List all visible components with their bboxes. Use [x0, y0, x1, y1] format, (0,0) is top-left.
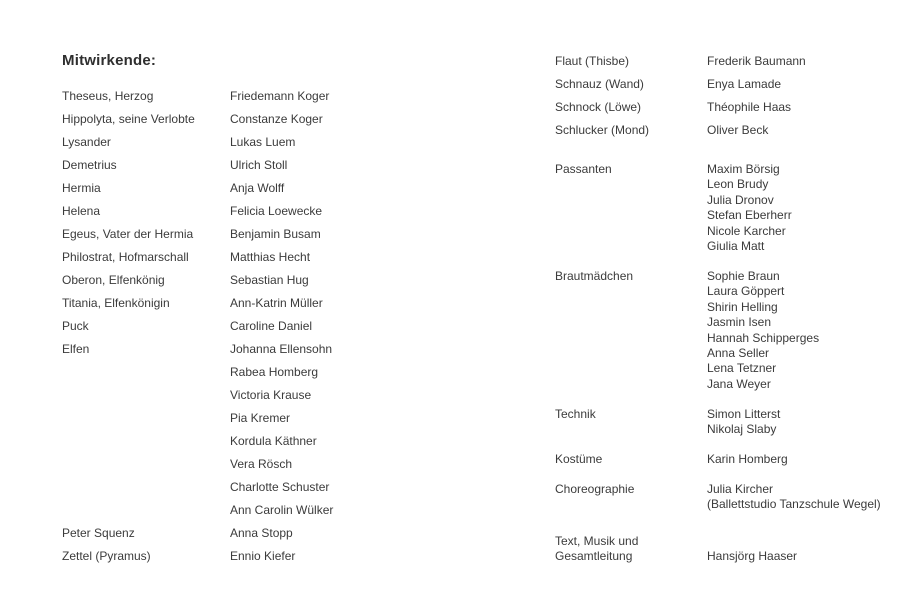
performer-name: Julia Kircher: [707, 482, 774, 496]
role-label: Philostrat, Hofmarschall: [62, 250, 189, 264]
cast-group-leitung: [555, 534, 900, 565]
role-label: Puck: [62, 319, 89, 333]
performer-name: Julia Dronov: [707, 192, 774, 207]
group-label-line2: Gesamtleitung: [555, 549, 633, 564]
cast-row: [62, 338, 492, 361]
performer-name-note: (Ballettstudio Tanzschule Wegel): [707, 497, 881, 512]
performer-name: Stefan Eberherr: [707, 208, 792, 223]
cast-row: [555, 73, 895, 96]
group-names: [707, 452, 900, 467]
cast-row: [62, 407, 492, 430]
cast-column-left: [62, 85, 492, 568]
cast-group-passanten: [555, 162, 900, 254]
cast-row: [62, 361, 492, 384]
performer-name: Théophile Haas: [707, 100, 792, 114]
page-title: Mitwirkende:: [62, 52, 157, 69]
role-label: Schnauz (Wand): [555, 77, 644, 91]
role-label: Peter Squenz: [62, 526, 135, 540]
role-label: Elfen: [62, 342, 90, 356]
role-label: Helena: [62, 204, 101, 218]
cast-row: [62, 315, 492, 338]
cast-row: [555, 96, 895, 119]
performer-name: Simon Litterst: [707, 407, 781, 421]
performer-name: Ennio Kiefer: [230, 549, 296, 563]
performer-name: Anja Wolff: [230, 181, 285, 195]
performer-name: Vera Rösch: [230, 457, 293, 471]
cast-row: [62, 108, 492, 131]
role-label: Zettel (Pyramus): [62, 549, 151, 563]
cast-group-technik: [555, 407, 900, 438]
performer-name: Giulia Matt: [707, 239, 765, 254]
group-label: Brautmädchen: [555, 269, 634, 283]
performer-name: Frederik Baumann: [707, 54, 806, 68]
performer-name: Kordula Käthner: [230, 434, 317, 448]
performer-name: Nicole Karcher: [707, 223, 786, 238]
cast-row: [62, 430, 492, 453]
cast-row: [62, 269, 492, 292]
role-label: Demetrius: [62, 158, 117, 172]
performer-name: Shirin Helling: [707, 299, 778, 314]
performer-name: Anna Stopp: [230, 526, 293, 540]
performer-name: Matthias Hecht: [230, 250, 311, 264]
cast-row: [62, 154, 492, 177]
performer-name: Sophie Braun: [707, 269, 780, 283]
performer-name: Victoria Krause: [230, 388, 312, 402]
performer-name: Enya Lamade: [707, 77, 782, 91]
cast-row: [62, 292, 492, 315]
performer-name: Rabea Homberg: [230, 365, 319, 379]
performer-name: Felicia Loewecke: [230, 204, 323, 218]
cast-row: [62, 453, 492, 476]
cast-row: [62, 246, 492, 269]
performer-name: Caroline Daniel: [230, 319, 313, 333]
group-label: Kostüme: [555, 452, 603, 466]
role-label: Egeus, Vater der Hermia: [62, 227, 194, 241]
performer-name: Karin Homberg: [707, 452, 788, 466]
performer-name: Ann-Katrin Müller: [230, 296, 323, 310]
cast-column-right-pairs: [555, 50, 895, 142]
role-label: Lysander: [62, 135, 111, 149]
cast-row: [62, 545, 492, 568]
performer-name: Friedemann Koger: [230, 89, 330, 103]
role-label: Hermia: [62, 181, 101, 195]
performer-name: Jana Weyer: [707, 376, 771, 391]
role-label: Theseus, Herzog: [62, 89, 154, 103]
performer-name: Jasmin Isen: [707, 315, 772, 330]
group-label: Technik: [555, 407, 596, 421]
role-label: Schlucker (Mond): [555, 123, 650, 137]
role-label: Titania, Elfenkönigin: [62, 296, 170, 310]
group-label-line1: Text, Musik und: [555, 534, 639, 548]
group-names: [707, 269, 900, 392]
performer-name: Constanze Koger: [230, 112, 323, 126]
group-names: [707, 534, 900, 565]
cast-row: [62, 384, 492, 407]
group-names: [707, 407, 900, 438]
role-label: Schnock (Löwe): [555, 100, 642, 114]
group-label: Passanten: [555, 162, 612, 176]
performer-name: Ann Carolin Wülker: [230, 503, 334, 517]
cast-group-kostueme: [555, 452, 900, 467]
cast-group-choreographie: [555, 482, 900, 513]
cast-row: [62, 476, 492, 499]
cast-row: [62, 522, 492, 545]
performer-name: Maxim Börsig: [707, 162, 780, 176]
performer-name: Sebastian Hug: [230, 273, 309, 287]
group-names: [707, 482, 900, 513]
performer-name: Lukas Luem: [230, 135, 296, 149]
performer-name: Lena Tetzner: [707, 361, 777, 376]
cast-group-brautmaedchen: [555, 269, 900, 392]
cast-row: [555, 50, 895, 73]
group-label: Choreographie: [555, 482, 635, 496]
performer-name: Pia Kremer: [230, 411, 291, 425]
cast-row: [62, 499, 492, 522]
performer-name: Hannah Schipperges: [707, 330, 820, 345]
performer-name: Laura Göppert: [707, 284, 785, 299]
cast-row: [62, 131, 492, 154]
cast-row: [62, 200, 492, 223]
cast-row: [62, 223, 492, 246]
performer-name: Benjamin Busam: [230, 227, 321, 241]
performer-name: Nikolaj Slaby: [707, 422, 777, 437]
role-label: Flaut (Thisbe): [555, 54, 630, 68]
performer-name: Leon Brudy: [707, 177, 769, 192]
cast-row: [62, 177, 492, 200]
role-label: Hippolyta, seine Verlobte: [62, 112, 195, 126]
performer-name: Charlotte Schuster: [230, 480, 330, 494]
role-label: Oberon, Elfenkönig: [62, 273, 165, 287]
performer-name: Johanna Ellensohn: [230, 342, 333, 356]
group-label: [555, 534, 638, 565]
cast-row: [555, 119, 895, 142]
performer-name: Ulrich Stoll: [230, 158, 288, 172]
performer-name: Hansjörg Haaser: [707, 549, 798, 564]
performer-name: Oliver Beck: [707, 123, 769, 137]
group-names: [707, 162, 900, 254]
cast-row: [62, 85, 492, 108]
performer-name: Anna Seller: [707, 346, 770, 361]
